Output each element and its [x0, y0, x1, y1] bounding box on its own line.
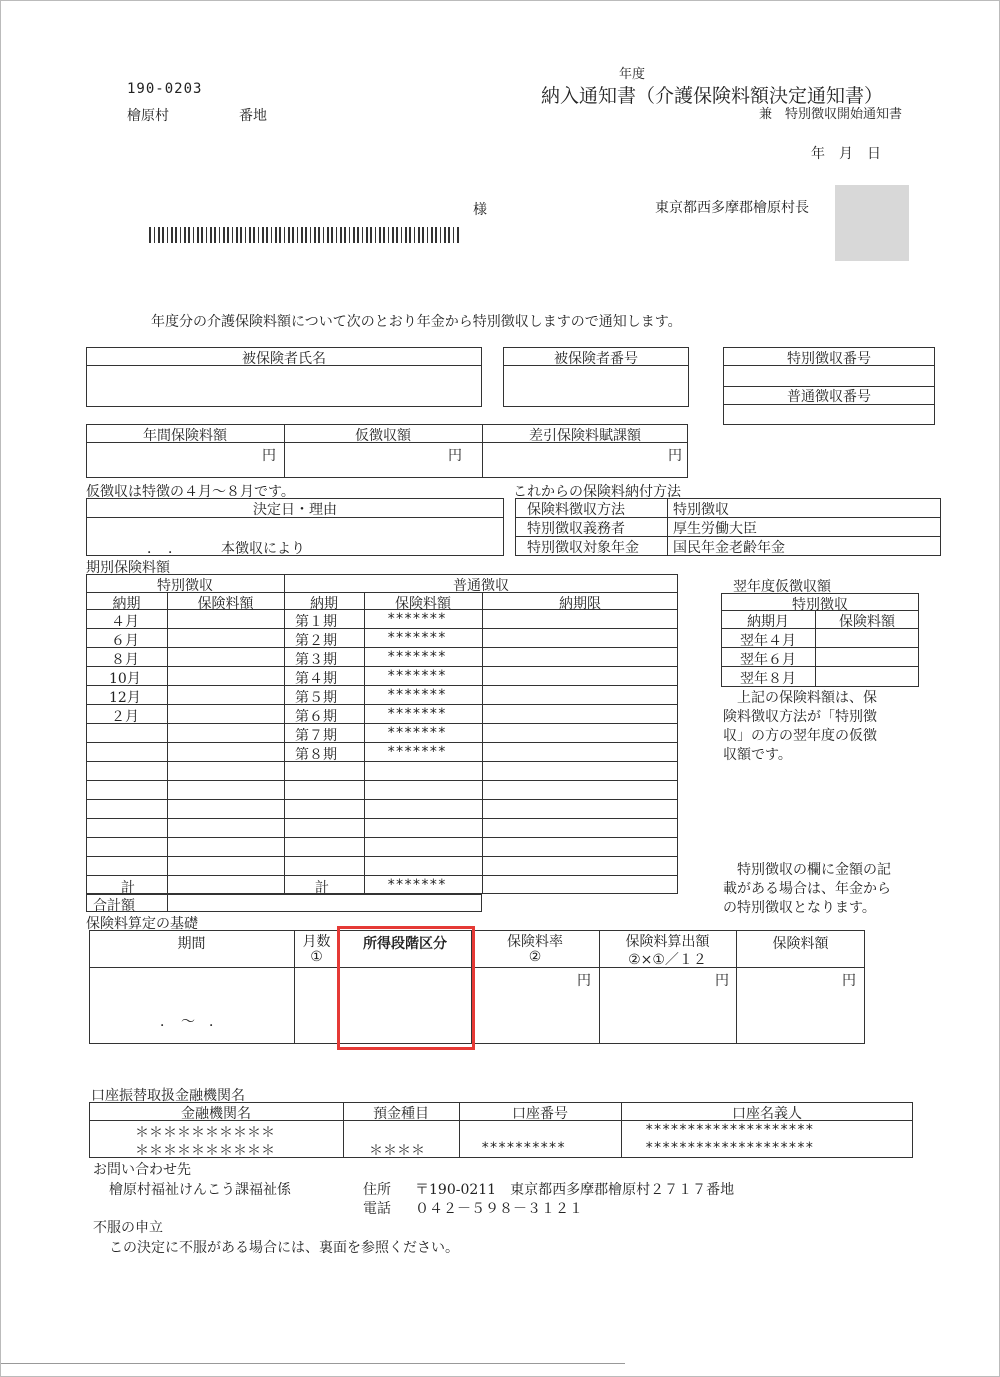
special-month: ４月: [111, 614, 139, 630]
special-note-line: 載がある場合は、年金から: [723, 881, 891, 897]
yen-unit: 円: [448, 448, 462, 464]
normal-collection-number-label: 普通徴収番号: [787, 389, 871, 405]
objection-heading: 不服の申立: [93, 1220, 163, 1236]
income-bracket-highlight: [337, 926, 475, 1050]
bank-name-masked: ＊＊＊＊＊＊＊＊＊＊: [135, 1125, 275, 1141]
period-table-heading: 期別保険料額: [86, 560, 170, 576]
next-year-month: 翌年４月: [740, 633, 796, 649]
next-year-special-header: 特別徴収: [792, 597, 848, 613]
issuer-name: 東京都西多摩郡檜原村長: [655, 200, 809, 216]
bank-heading: 口座振替取扱金融機関名: [91, 1088, 245, 1104]
bank-name-masked: ＊＊＊＊＊＊＊＊＊＊: [135, 1143, 275, 1159]
contact-address: 〒190-0211 東京都西多摩郡檜原村２７１７番地: [415, 1182, 735, 1198]
special-total-label: 計: [121, 880, 135, 896]
basis-period-label: 期間: [177, 936, 206, 952]
intro-text: 年度分の介護保険料額について次のとおり年金から特別徴収しますので通知します。: [151, 314, 682, 330]
normal-period: 第６期: [295, 709, 337, 725]
calc-amount-label: 保険料算出額: [625, 934, 710, 950]
special-collection-header: 特別徴収: [157, 578, 213, 594]
contact-phone: ０４２－５９８－３１２１: [415, 1201, 583, 1217]
col-deadline: 納期限: [559, 596, 601, 612]
masked-premium: *******: [387, 744, 447, 760]
payment-method-heading: これからの保険料納付方法: [513, 484, 681, 500]
masked-premium: *******: [387, 668, 447, 684]
contact-address-label: 住所: [363, 1182, 391, 1198]
income-bracket-label: 所得段階区分: [363, 936, 447, 952]
special-month: 12月: [109, 690, 141, 706]
normal-period: 第８期: [295, 747, 337, 763]
next-year-note-line: 上記の保険料額は、保: [723, 690, 877, 706]
yen-unit: 円: [577, 973, 591, 989]
insured-number-label: 被保険者番号: [554, 351, 638, 367]
next-year-note-line: 険料徴収方法が「特別徴: [723, 709, 877, 725]
premium-rate-num: ②: [528, 949, 542, 965]
method-label: 保険料徴収方法: [527, 502, 625, 518]
calc-formula: ②×①／１２: [628, 952, 707, 968]
issue-date: 年 月 日: [811, 146, 881, 162]
normal-period: 第７期: [295, 728, 337, 744]
basis-period-value: ． ～ ．: [160, 1014, 223, 1030]
recipient-address: 檜原村 番地: [127, 108, 267, 124]
col-nouki: 納期: [310, 596, 338, 612]
period-table: [86, 574, 678, 894]
normal-period: 第３期: [295, 652, 337, 668]
premium-rate-label: 保険料率: [507, 934, 563, 950]
special-month: 10月: [109, 671, 141, 687]
masked-premium: *******: [387, 687, 447, 703]
provisional-amount-label: 仮徴収額: [355, 428, 411, 444]
grand-total-label: 合計額: [93, 898, 135, 914]
insured-name-label: 被保険者氏名: [242, 351, 326, 367]
bottom-rule: [1, 1363, 625, 1364]
col-premium2: 保険料額: [395, 596, 451, 612]
bank-col-type: 預金種目: [373, 1106, 429, 1122]
special-month: ２月: [111, 709, 139, 725]
next-year-month: 翌年８月: [740, 671, 796, 687]
bank-col-account: 口座番号: [512, 1106, 568, 1122]
special-collection-number-label: 特別徴収番号: [787, 351, 871, 367]
sama-suffix: 様: [473, 202, 487, 218]
col-premium: 保険料額: [197, 596, 254, 612]
decision-reason: 本徴収により: [221, 541, 305, 557]
masked-premium: *******: [387, 725, 447, 741]
contact-heading: お問い合わせ先: [93, 1162, 191, 1178]
normal-period: 第１期: [295, 614, 337, 630]
special-note-line: 特別徴収の欄に金額の記: [723, 862, 891, 878]
normal-period: 第２期: [295, 633, 337, 649]
special-month: ６月: [111, 633, 139, 649]
next-year-heading: 翌年度仮徴収額: [733, 579, 831, 595]
special-note-line: の特別徴収となります。: [723, 900, 876, 916]
account-holder-masked: ********************: [645, 1122, 814, 1138]
obligor-label: 特別徴収義務者: [527, 521, 625, 537]
next-year-note-line: 収額です。: [723, 747, 792, 763]
next-year-month: 翌年６月: [740, 652, 796, 668]
normal-total-label: 計: [315, 880, 329, 896]
annual-premium-label: 年間保険料額: [143, 428, 227, 444]
account-type-masked: ＊＊＊＊: [369, 1143, 425, 1159]
basis-heading: 保険料算定の基礎: [86, 916, 198, 932]
bank-col-holder: 口座名義人: [732, 1106, 802, 1122]
yen-unit: 円: [262, 448, 276, 464]
yen-unit: 円: [668, 448, 682, 464]
next-year-note-line: 収」の方の翌年度の仮徴: [723, 728, 877, 744]
decision-label: 決定日・理由: [253, 502, 337, 518]
target-pension-label: 特別徴収対象年金: [527, 540, 639, 556]
next-year-col-premium: 保険料額: [839, 614, 895, 630]
contact-phone-label: 電話: [363, 1201, 391, 1217]
basis-months-label: 月数: [302, 934, 331, 950]
objection-text: この決定に不服がある場合には、裏面を参照ください。: [109, 1240, 459, 1256]
masked-premium: *******: [387, 611, 447, 627]
normal-collection-header: 普通徴収: [453, 578, 509, 594]
deducted-premium-label: 差引保険料賦課額: [529, 428, 641, 444]
document-title: 納入通知書（介護保険料額決定通知書）: [541, 85, 884, 107]
target-pension-value: 国民年金老齢年金: [673, 540, 785, 556]
bank-col-name: 金融機関名: [181, 1106, 251, 1122]
normal-period: 第４期: [295, 671, 337, 687]
decision-date-dots: ． ．: [147, 541, 182, 557]
yen-unit: 円: [715, 973, 729, 989]
provisional-note: 仮徴収は特徴の４月～８月です。: [86, 484, 295, 500]
basis-premium-label: 保険料額: [772, 936, 829, 952]
yen-unit: 円: [842, 973, 856, 989]
normal-total-masked: *******: [387, 877, 447, 893]
postal-code: 190-0203: [127, 81, 203, 97]
normal-period: 第５期: [295, 690, 337, 706]
document-subtitle: 兼 特別徴収開始通知書: [759, 107, 903, 122]
account-holder-masked: ********************: [645, 1140, 814, 1156]
account-number-masked: **********: [481, 1140, 566, 1156]
postal-barcode: [149, 227, 459, 243]
special-month: ８月: [111, 652, 139, 668]
masked-premium: *******: [387, 649, 447, 665]
next-year-col-month: 納期月: [747, 614, 789, 630]
basis-months-num: ①: [310, 949, 323, 965]
method-value: 特別徴収: [673, 502, 729, 518]
seal-placeholder: [835, 185, 909, 261]
masked-premium: *******: [387, 706, 447, 722]
grand-total-row: [86, 894, 482, 912]
obligor-value: 厚生労働大臣: [673, 521, 757, 537]
fiscal-year-label: 年度: [619, 67, 646, 82]
col-noki: 納期: [112, 596, 141, 612]
masked-premium: *******: [387, 630, 447, 646]
contact-department: 檜原村福祉けんこう課福祉係: [109, 1182, 291, 1198]
